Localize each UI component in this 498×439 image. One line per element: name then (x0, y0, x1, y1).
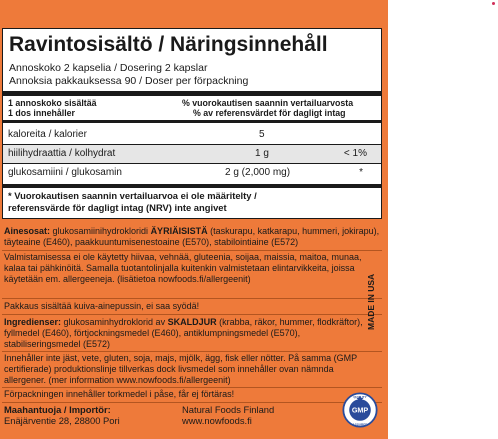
thick-divider (3, 91, 381, 96)
header-dv-fi: % vuorokautisen saannin vertailuarvosta (182, 98, 354, 108)
nutrient-dv: < 1% (343, 148, 367, 159)
ingredients-label-fi: Ainesosat: (4, 226, 51, 236)
serving-size: Annoskoko 2 kapselia / Dosering 2 kapslar (9, 62, 208, 74)
company-name: Natural Foods Finland (182, 404, 275, 415)
header-amount-sv: 1 dos innehåller (8, 108, 75, 118)
desiccant-warning-sv: Förpackningen innehåller torkmedel i påse, får ej förtäras! (4, 389, 235, 399)
footnote-line-fi: * Vuorokautisen saannin vertailuarvoa ei ole määritelty / (8, 190, 257, 201)
nutrient-row-carbohydrate (3, 145, 381, 163)
importer-block (4, 405, 174, 427)
header-amount-fi: 1 annoskoko sisältää (8, 98, 97, 108)
nutrient-dv: * (359, 167, 363, 178)
corner-dot (492, 2, 495, 5)
footnote-line-sv: referensvärde för dagligt intag (NRV) inte angivet (8, 202, 227, 213)
gmp-quality-seal-icon (342, 392, 378, 428)
nutrition-facts-panel (2, 28, 382, 219)
desiccant-warning-fi: Pakkaus sisältää kuiva-ainepussin, ei saa syödä! (4, 301, 200, 311)
facts-title: Ravintosisältö / Näringsinnehåll (9, 33, 328, 56)
header-dv-sv: % av referensvärdet för dagligt intag (193, 108, 346, 118)
section-divider (2, 314, 382, 315)
section-divider (2, 387, 382, 388)
ingredients-text-sv-1: glukosaminhydroklorid av (61, 317, 168, 327)
ingredients-text-sv-2: (krabba, räkor, hummer, flodkräftor), fyllmedel (E460), förtjockningsmedel (E460), antiklumpningsmedel (E570), stabiliseringsmedel (E572) (4, 317, 363, 349)
section-divider (2, 250, 382, 251)
nutrient-amount: 2 g (2,000 mg) (225, 167, 291, 178)
ingredients-text-fi-2: (taskurapu, katkarapu, hummeri, jokirapu), täyteaine (E460), paakkuuntumisenestoaine (E570), stabilointiaine (E572) (4, 226, 380, 247)
importer-address: Enäjärventie 28, 28800 Pori (4, 414, 120, 426)
seal-mid-text: GMP (351, 405, 369, 415)
company-website: www.nowfoods.fi (182, 414, 252, 426)
allergen-fi: ÄYRIÄISISTÄ (150, 226, 208, 236)
nutrient-name: glukosamiini / glukosamin (8, 167, 122, 178)
footnote (8, 190, 257, 214)
section-divider (2, 351, 382, 352)
importer-label: Maahantuoja / Importör: (4, 404, 111, 415)
seal-bottom-text: ASSURED (352, 422, 368, 427)
header-divider (3, 120, 381, 123)
ingredients-label-sv: Ingredienser: (4, 317, 62, 327)
nutrient-row-glucosamine (3, 164, 381, 182)
made-in-usa: MADE IN USA (366, 273, 376, 330)
nutrient-row-calories (3, 126, 381, 144)
ingredients-sv (4, 317, 364, 349)
seal-top-text: QUALITY (353, 394, 367, 399)
footer-divider (3, 184, 381, 188)
nutrient-name: hiilihydraattia / kolhydrat (8, 148, 116, 159)
ingredients-fi (4, 226, 380, 248)
nutrient-amount: 1 g (255, 148, 269, 159)
company-block (182, 405, 322, 427)
allergen-info-fi: Valmistamisessa ei ole käytetty hiivaa, vehnää, gluteenia, soijaa, maissia, maitoa, munaa, kalaa tai pähkinöitä. Samalla tuotantolinjalla kuitenkin valmistetaan elintarvikkeita, joissa käytetään em. allergeeneja. (lisätietoa nowfoods.fi/allergeenit) (4, 252, 362, 284)
section-divider (2, 402, 382, 403)
ingredients-text-fi-1: glukosamiinihydrokloridi (50, 226, 151, 236)
allergen-info-sv: Innehåller inte jäst, vete, gluten, soja, majs, mjölk, ägg, fisk eller nötter. På samma (GMP certifierade) produktionslinje tillverkas dock livsmedel som innehåller ovan nämnda allergener. (mer information www.nowfoods.fi/allergeenit) (4, 353, 357, 385)
section-divider (2, 298, 382, 299)
servings-per-container: Annoksia pakkauksessa 90 / Doser per förpackning (9, 75, 249, 87)
allergen-sv: SKALDJUR (167, 317, 217, 327)
nutrient-name: kaloreita / kalorier (8, 129, 87, 140)
nutrient-amount: 5 (259, 129, 265, 140)
